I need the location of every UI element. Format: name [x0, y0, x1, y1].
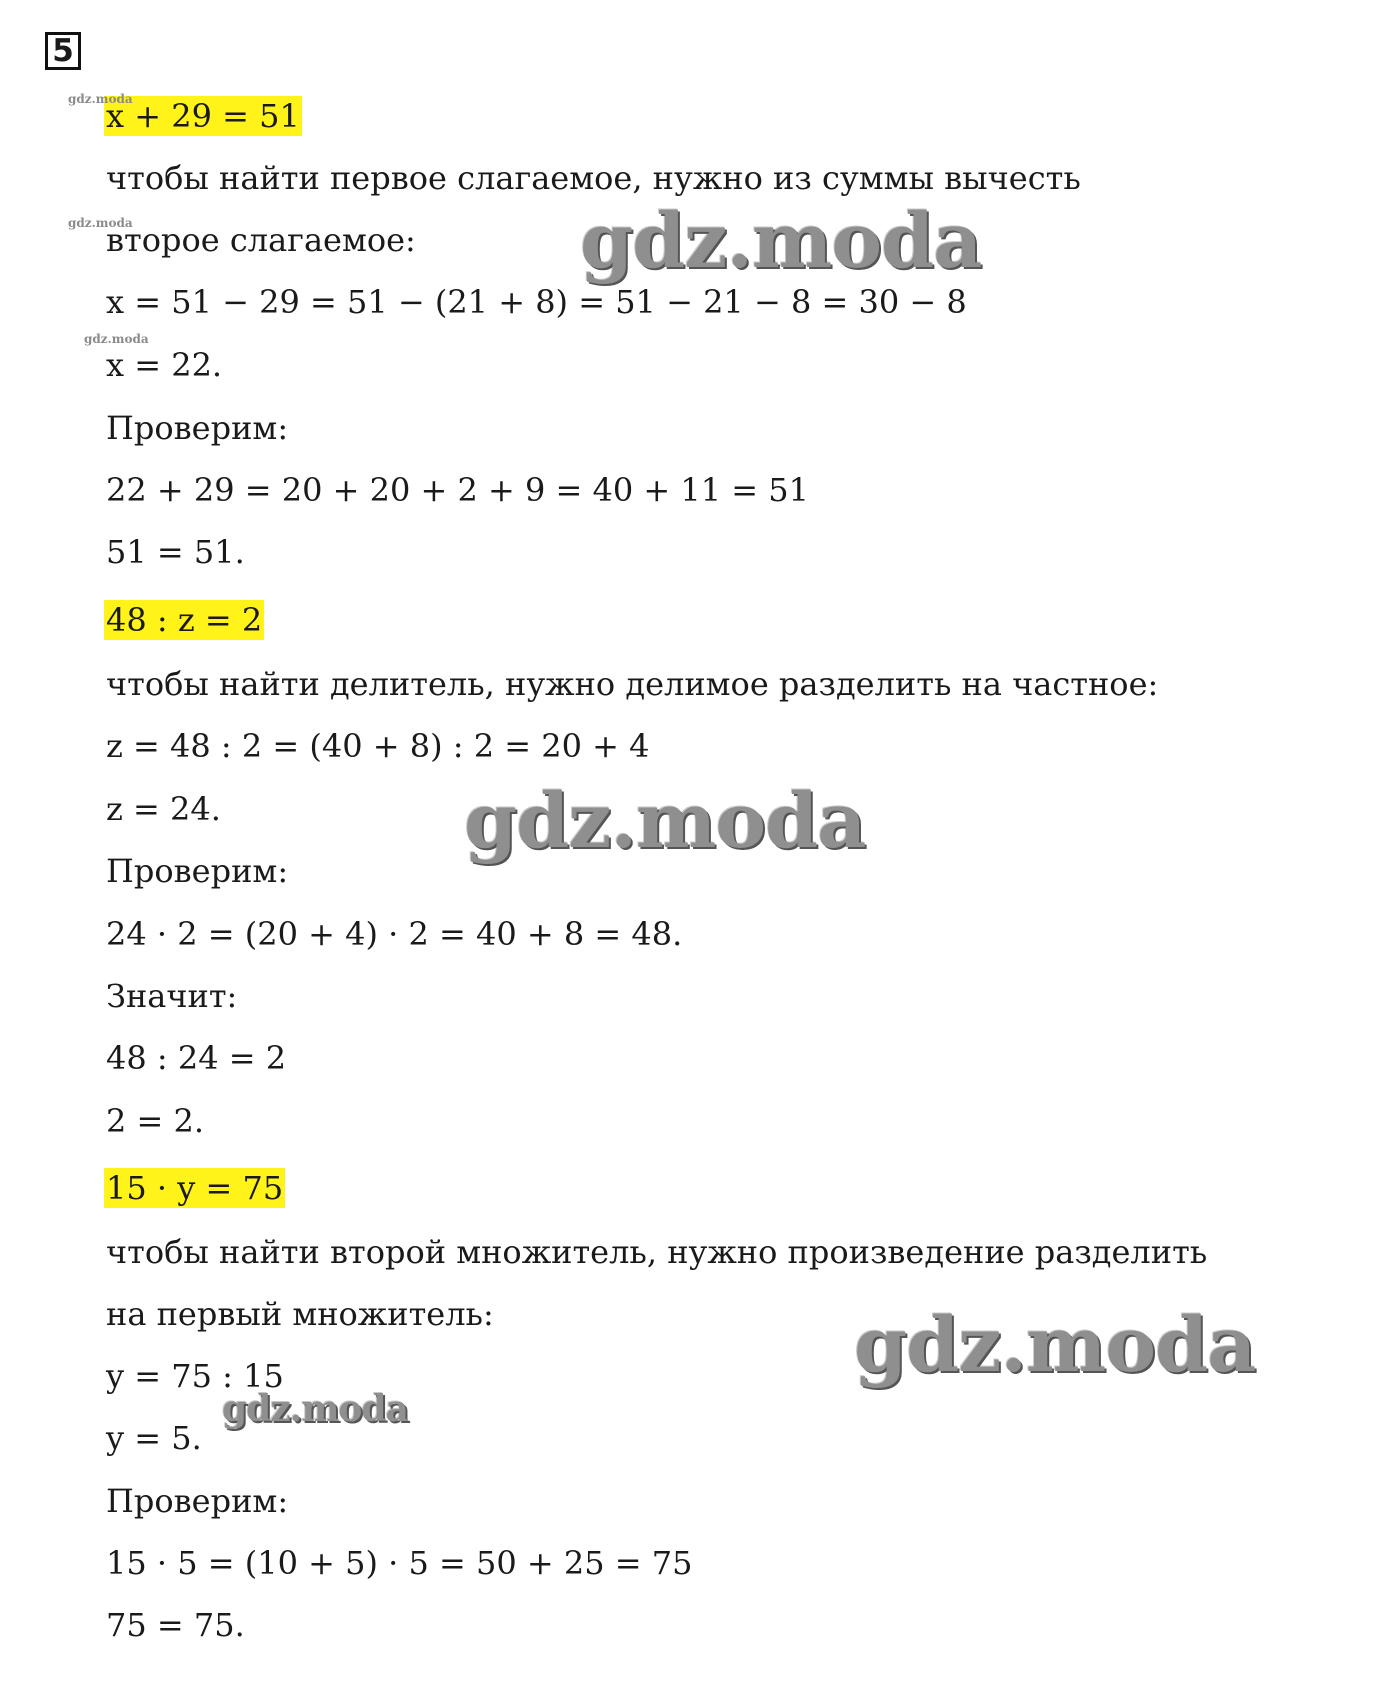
- solution-line: [104, 1101, 206, 1141]
- line-text: z = 48 : 2 = (40 + 8) : 2 = 20 + 4: [106, 727, 650, 765]
- equation-heading: [104, 96, 302, 136]
- solution-line: [104, 1294, 496, 1334]
- solution-line: [104, 1038, 288, 1078]
- solution-line: [104, 1605, 247, 1645]
- equation-heading: [104, 1168, 285, 1208]
- line-text: z = 24.: [106, 790, 221, 828]
- line-text: Значит:: [106, 977, 238, 1015]
- solution-line: [104, 532, 247, 572]
- line-text: Проверим:: [106, 852, 289, 890]
- watermark-small: gdz.moda: [84, 332, 149, 346]
- watermark-large: gdz.moda: [464, 776, 866, 865]
- line-text: y = 5.: [106, 1419, 202, 1457]
- line-text: Проверим:: [106, 1482, 289, 1520]
- line-text: 15 · 5 = (10 + 5) · 5 = 50 + 25 = 75: [106, 1544, 693, 1582]
- solution-line: [104, 851, 290, 891]
- solution-line: [104, 158, 1083, 198]
- line-text: 24 · 2 = (20 + 4) · 2 = 40 + 8 = 48.: [106, 915, 683, 953]
- watermark-large: gdz.moda: [580, 196, 982, 285]
- line-text: 48 : 24 = 2: [106, 1039, 287, 1077]
- line-text: второе слагаемое:: [106, 221, 416, 259]
- line-text: 15 · y = 75: [106, 1169, 284, 1207]
- line-text: 51 = 51.: [106, 533, 245, 571]
- solution-line: [104, 408, 290, 448]
- watermark-small: gdz.moda: [68, 92, 133, 106]
- line-text: чтобы найти второй множитель, нужно произведение разделить: [106, 1233, 1208, 1271]
- line-text: x = 22.: [106, 346, 223, 384]
- watermark-medium: gdz.moda: [222, 1388, 408, 1430]
- solution-line: [104, 914, 684, 954]
- equation-heading: [104, 600, 264, 640]
- line-text: Проверим:: [106, 409, 289, 447]
- solution-line: [104, 470, 811, 510]
- line-text: на первый множитель:: [106, 1295, 494, 1333]
- solution-line: [104, 976, 239, 1016]
- solution-line: [104, 282, 969, 322]
- line-text: чтобы найти делитель, нужно делимое разделить на частное:: [106, 665, 1159, 703]
- solution-line: [104, 726, 651, 766]
- solution-line: [104, 1232, 1209, 1272]
- solution-line: [104, 1481, 290, 1521]
- line-text: 48 : z = 2: [106, 601, 263, 639]
- solution-line: [104, 789, 223, 829]
- line-text: чтобы найти первое слагаемое, нужно из суммы вычесть: [106, 159, 1081, 197]
- line-text: x = 51 − 29 = 51 − (21 + 8) = 51 − 21 − 8 = 30 − 8: [106, 283, 967, 321]
- solution-line: [104, 664, 1160, 704]
- solution-line: [104, 1418, 204, 1458]
- solution-line: [104, 220, 418, 260]
- line-text: x + 29 = 51: [106, 97, 300, 135]
- line-text: y = 75 : 15: [106, 1357, 284, 1395]
- solution-line: [104, 1543, 694, 1583]
- solution-line: [104, 345, 224, 385]
- line-text: 22 + 29 = 20 + 20 + 2 + 9 = 40 + 11 = 51: [106, 471, 809, 509]
- task-number-badge: 5: [45, 32, 81, 70]
- watermark-small: gdz.moda: [68, 216, 133, 230]
- line-text: 2 = 2.: [106, 1102, 205, 1140]
- watermark-large: gdz.moda: [854, 1300, 1256, 1389]
- line-text: 75 = 75.: [106, 1606, 245, 1644]
